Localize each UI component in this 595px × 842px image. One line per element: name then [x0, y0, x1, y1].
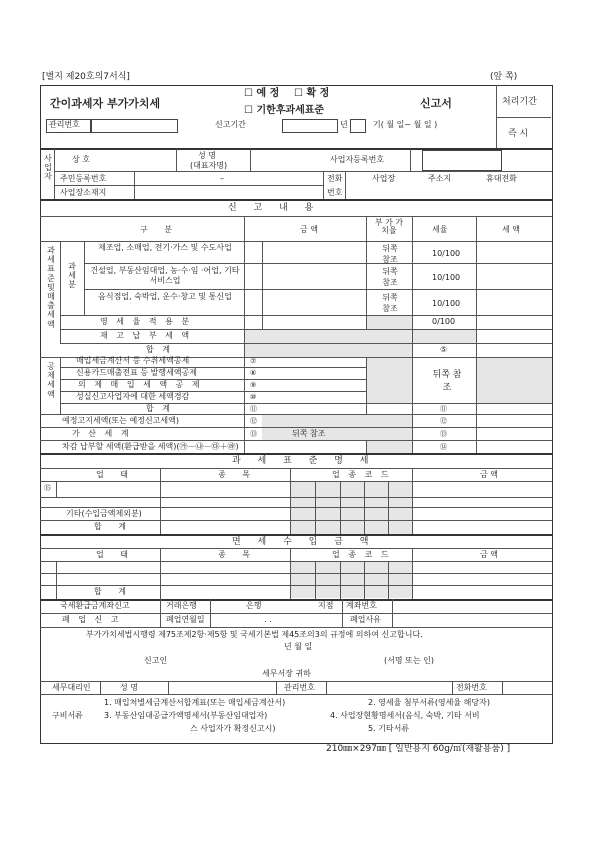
phone-mobile-label: 휴대전화 [486, 174, 517, 183]
base-col-item: 종 목 [218, 470, 257, 479]
deduction-row-2-label: 신용카드매출전표 등 발행세액공제 [76, 368, 198, 377]
exempt-total-label: 합 계 [94, 587, 133, 596]
refund-label: 국세환급금계좌신고 [60, 601, 130, 610]
late-standard-option[interactable]: ☐ 기한후과세표준 [244, 105, 325, 116]
tax-base-row-1-vat: 뒤쪽 참조 [382, 244, 398, 265]
tax-base-total-label: 합 계 [146, 345, 173, 354]
deduction-ref: 뒤쪽 참조 [432, 370, 462, 393]
tax-base-row-1-label: 제조업, 소매업, 전기·가스 및 수도사업 [98, 243, 232, 252]
report-title: 신고서 [420, 97, 452, 110]
attachment-item-3: 3. 부동산임대공급가액명세서(부동산임대업자) [104, 711, 268, 720]
exempt-detail-title: 면 세 수 입 금 액 [232, 537, 376, 547]
col-amount: 금 액 [300, 225, 318, 234]
report-period-label: 신고기간 [215, 120, 246, 129]
base-detail-title: 과 세 표 준 명 세 [232, 456, 376, 466]
deduction-total-no-tax: ⑪ [440, 405, 447, 413]
exempt-col-code: 업 종 코 드 [332, 550, 392, 559]
declaration-text: 부가가치세법시행령 제75조제2항·제5항 및 국세기본법 제45조의3의 규정에 의하여 신고합니다. [86, 630, 423, 639]
declaration-date: 년 월 일 [284, 642, 313, 651]
period-text: 기( 월 일~ 월 일 ) [373, 120, 438, 129]
tax-base-row-2-label: 건설업, 부동산임대업, 농·수·임 ·어업, 기타 서비스업 [90, 266, 240, 286]
notice-tax-label: 예정고지세액(또는 예정신고세액) [62, 416, 179, 425]
taxable-sub-label: 과세분 [68, 262, 76, 290]
processing-period-label: 처리기간 [502, 97, 537, 107]
phone-label: 전화 [327, 174, 343, 183]
declarant-label: 신고인 [144, 656, 168, 665]
form-title: 간이과세자 부가가치세 [50, 97, 161, 110]
final-option[interactable]: ☐ 확 정 [294, 88, 330, 99]
tax-base-row-3-label: 음식점업, 숙박업, 운수·창고 및 통신업 [98, 292, 232, 301]
deduction-row-1-label: 매입세금계산서 등 수취세액공제 [76, 356, 190, 365]
tax-base-side-label: 과세표준및매출세액 [47, 246, 55, 329]
agent-phone-label: 전화번호 [456, 683, 487, 692]
name-sub-label: (대표자명) [190, 161, 228, 170]
base-total-label: 합 계 [94, 522, 133, 531]
biz-reg-no-label: 사업자등록번호 [330, 155, 385, 164]
deduction-row-4-label: 성실신고사업자에 대한 세액경감 [76, 392, 190, 401]
base-col-business: 업 태 [96, 470, 135, 479]
tax-base-row-3-vat: 뒤쪽 참조 [382, 293, 398, 314]
tax-base-total-no: ⑤ [440, 345, 448, 354]
col-vat-rate: 부 가 가치율 [374, 218, 404, 235]
agent-label: 세무대리인 [52, 683, 91, 692]
refund-account-label: 계좌번호 [346, 601, 377, 610]
zero-rate-value: 0/100 [432, 317, 456, 326]
exempt-col-item: 종 목 [218, 550, 257, 559]
attachment-item-4: 4. 사업장현황명세서(음식, 숙박, 기타 서비 [330, 711, 480, 720]
mgmt-no-field[interactable] [90, 119, 178, 133]
refund-branch: 지점 [318, 601, 334, 610]
deduction-total-no: ⑪ [250, 405, 257, 413]
exempt-col-amount: 금 액 [480, 550, 498, 559]
processing-period-value: 즉 시 [508, 129, 529, 139]
deduction-row-3-no: ⑨ [250, 381, 257, 389]
inventory-label: 재 고 납 부 세 액 [100, 331, 193, 340]
penalty-ref: 뒤쪽 참조 [292, 429, 326, 438]
attachment-item-4-cont: 스 사업자가 확정신고시) [190, 724, 276, 733]
resident-no-label: 주민등록번호 [60, 174, 107, 183]
closure-date-dots: . . [264, 615, 272, 624]
closure-date-label: 폐업연월일 [166, 615, 205, 624]
deduction-side-label: 공제세액 [47, 362, 55, 399]
phone-biz-label: 사업장 [372, 174, 396, 183]
tax-base-row-2-rate: 10/100 [432, 273, 461, 282]
paper-size-note: 210㎜×297㎜ [ 일반용지 60g/㎡(재활용품) ] [326, 744, 511, 754]
closure-label: 폐 업 신 고 [62, 615, 122, 624]
notice-tax-no: ⑫ [250, 417, 257, 425]
zero-rate-label: 영 세 율 적 용 분 [100, 317, 193, 326]
col-category: 구 분 [140, 225, 179, 234]
penalty-label: 가 산 세 계 [72, 429, 132, 438]
addressee: 세무서장 귀하 [262, 669, 311, 678]
sign-label: (서명 또는 인) [384, 656, 434, 665]
deduction-row-4-no: ⑩ [250, 393, 257, 401]
tax-base-row-2-vat: 뒤쪽 참조 [382, 267, 398, 288]
penalty-no: ⑬ [250, 430, 257, 438]
taxpayer-side-label: 사업자 [44, 154, 52, 182]
col-tax-rate: 세율 [432, 225, 448, 234]
base-row-no: ⑮ [44, 484, 51, 492]
year-field[interactable] [282, 119, 338, 133]
tax-base-row-1-rate: 10/100 [432, 249, 461, 258]
year-label: 년 [340, 120, 348, 129]
number-label: 번호 [327, 188, 343, 197]
deduction-row-2-no: ⑧ [250, 369, 257, 377]
base-col-code: 업 종 코 드 [332, 470, 392, 479]
attachment-item-1: 1. 매입처별세금계산서합계표(또는 매입세금계산서) [104, 698, 286, 707]
trade-name-label: 상 호 [72, 155, 90, 164]
attachment-item-2: 2. 영세율 첨부서류(영세율 해당자) [368, 698, 490, 707]
deduction-total-label: 합 계 [146, 404, 173, 413]
term-field[interactable] [350, 119, 366, 133]
phone-home-label: 주소지 [428, 174, 452, 183]
page-side: (앞 쪽) [490, 72, 518, 82]
preliminary-option[interactable]: ☐ 예 정 [244, 88, 280, 99]
refund-bank-suffix: 은행 [246, 601, 262, 610]
report-section-title: 신 고 내 용 [228, 203, 321, 213]
mgmt-no-label: 관리번호 [49, 120, 80, 129]
final-tax-label: 차감 납부할 세액(환급받을 세액)(㉮－㉯－㉰＋㉱) [62, 442, 239, 451]
biz-address-label: 사업장소재지 [60, 188, 107, 197]
name-label: 성 명 [198, 151, 216, 160]
biz-reg-no-field[interactable] [422, 150, 502, 171]
penalty-col-no: ⑬ [440, 430, 447, 438]
base-other-label: 기타(수입금액제외분) [66, 509, 142, 518]
notice-tax-col-no: ⑫ [440, 417, 447, 425]
col-tax: 세 액 [502, 225, 520, 234]
closure-reason-label: 폐업사유 [350, 615, 381, 624]
attachments-label: 구비서류 [52, 711, 83, 720]
tax-base-row-3-rate: 10/100 [432, 299, 461, 308]
agent-name-label: 성 명 [120, 683, 138, 692]
attachment-item-5: 5. 기타서류 [368, 724, 410, 733]
deduction-row-1-no: ⑦ [250, 357, 257, 365]
exempt-col-business: 업 태 [96, 550, 135, 559]
agent-mgmt-label: 관리번호 [284, 683, 315, 692]
deduction-row-3-label: 의 제 매 입 세 액 공 제 [78, 380, 203, 389]
form-reference: [별지 제20호의7서식] [42, 72, 130, 82]
refund-bank-label: 거래은행 [166, 601, 197, 610]
resident-no-dash: – [220, 174, 224, 183]
final-tax-no: ⑭ [440, 443, 447, 451]
base-col-amount: 금 액 [480, 470, 498, 479]
